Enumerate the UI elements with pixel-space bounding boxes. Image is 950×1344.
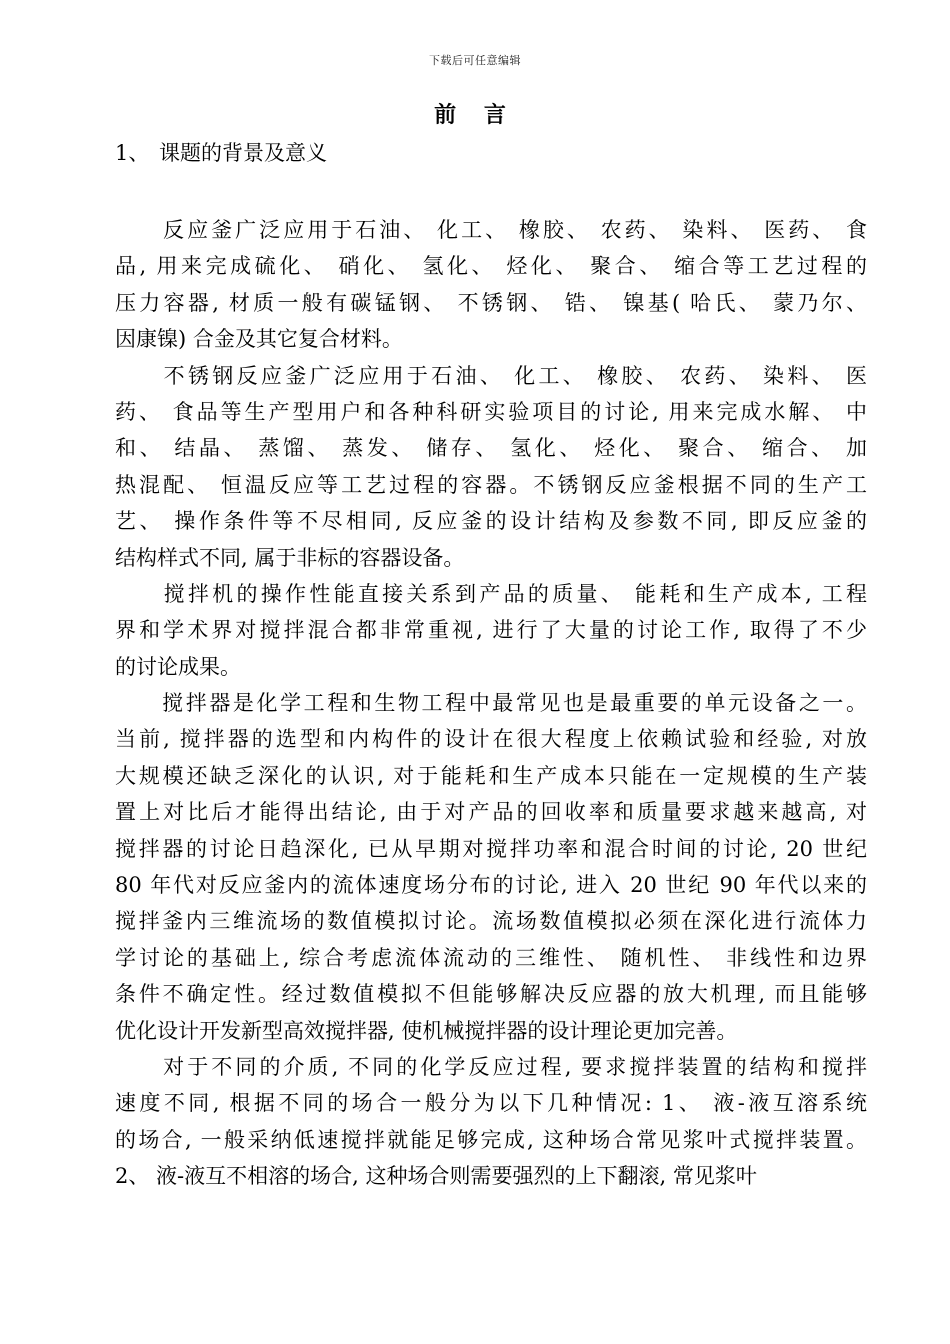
body-line: 的讨论成果。	[115, 654, 241, 679]
body-line: 因康镍) 合金及其它复合材料。	[115, 327, 403, 352]
body-line: 搅拌器是化学工程和生物工程中最常见也是最重要的单元设备之一。	[115, 691, 867, 716]
body-line: 艺、 操作条件等不尽相同, 反应釜的设计结构及参数不同, 即反应釜的	[115, 509, 867, 534]
body-line: 不锈钢反应釜广泛应用于石油、 化工、 橡胶、 农药、 染料、 医	[115, 363, 867, 388]
body-line: 和、 结晶、 蒸馏、 蒸发、 储存、 氢化、 烃化、 聚合、 缩合、 加	[115, 436, 867, 461]
body-line: 热混配、 恒温反应等工艺过程的容器。不锈钢反应釜根据不同的生产工	[115, 472, 867, 497]
body-text	[115, 212, 867, 1195]
body-line: 置上对比后才能得出结论, 由于对产品的回收率和质量要求越来越高, 对	[115, 800, 867, 825]
body-line: 优化设计开发新型高效搅拌器, 使机械搅拌器的设计理论更加完善。	[115, 1018, 738, 1043]
body-line: 条件不确定性。经过数值模拟不但能够解决反应器的放大机理, 而且能够	[115, 982, 867, 1007]
body-line: 反应釜广泛应用于石油、 化工、 橡胶、 农药、 染料、 医药、 食	[115, 218, 867, 242]
section-number: 1、	[115, 141, 150, 165]
body-line: 当前, 搅拌器的选型和内构件的设计在很大程度上依赖试验和经验, 对放	[115, 727, 867, 752]
body-line: 品, 用来完成硫化、 硝化、 氢化、 烃化、 聚合、 缩合等工艺过程的	[115, 254, 867, 279]
page-title: 前 言	[434, 102, 516, 128]
body-line: 搅拌器的讨论日趋深化, 已从早期对搅拌功率和混合时间的讨论, 20 世纪	[115, 836, 867, 861]
header-note: 下载后可任意编辑	[429, 54, 521, 67]
body-line: 结构样式不同, 属于非标的容器设备。	[115, 545, 465, 570]
section-heading-text: 课题的背景及意义	[159, 141, 327, 165]
section-heading	[115, 138, 327, 168]
body-line: 学讨论的基础上, 综合考虑流体流动的三维性、 随机性、 非线性和边界	[115, 945, 867, 970]
body-line: 大规模还缺乏深化的认识, 对于能耗和生产成本只能在一定规模的生产装	[115, 763, 867, 788]
body-line: 药、 食品等生产型用户和各种科研实验项目的讨论, 用来完成水解、 中	[115, 399, 867, 424]
body-line: 80 年代对反应釜内的流体速度场分布的讨论, 进入 20 世纪 90 年代以来的	[115, 873, 867, 898]
body-line: 2、 液-液互不相溶的场合, 这种场合则需要强烈的上下翻滚, 常见浆叶	[115, 1164, 757, 1189]
body-line: 的场合, 一般采纳低速搅拌就能足够完成, 这种场合常见浆叶式搅拌装置。	[115, 1127, 867, 1152]
body-line: 搅拌釜内三维流场的数值模拟讨论。流场数值模拟必须在深化进行流体力	[115, 909, 867, 934]
body-line: 界和学术界对搅拌混合都非常重视, 进行了大量的讨论工作, 取得了不少	[115, 618, 867, 643]
body-line: 速度不同, 根据不同的场合一般分为以下几种情况: 1、 液-液互溶系统	[115, 1091, 867, 1116]
body-line: 搅拌机的操作性能直接关系到产品的质量、 能耗和生产成本, 工程	[115, 581, 867, 606]
body-line: 对于不同的介质, 不同的化学反应过程, 要求搅拌装置的结构和搅拌	[115, 1054, 867, 1079]
body-line: 压力容器, 材质一般有碳锰钢、 不锈钢、 锆、 镍基( 哈氏、 蒙乃尔、	[115, 290, 867, 315]
